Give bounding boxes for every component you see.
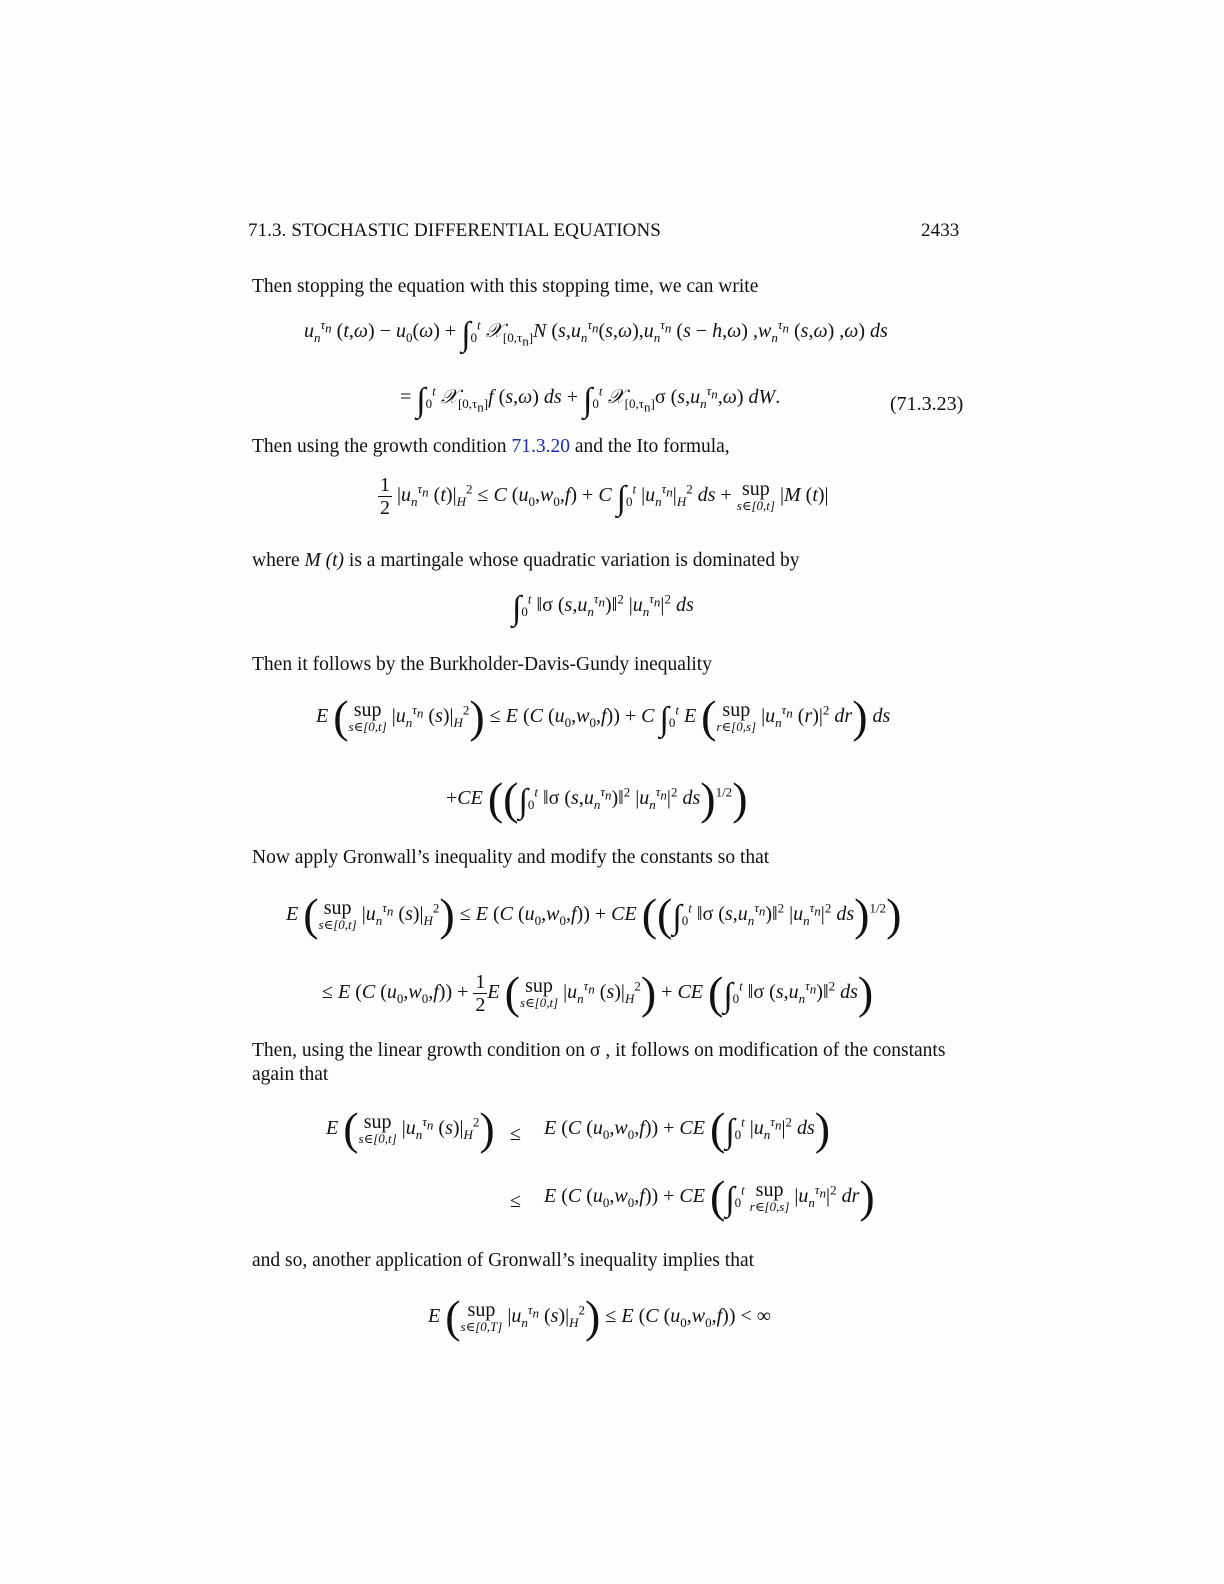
equation-linear-growth-rhs1: E (C $(u_0,w_0,f)$) + CE ($\int_0^t$ $|u_n^{\tau_n}|^2$ ds) bbox=[544, 1103, 831, 1154]
paragraph-martingale: where M (t) is a martingale whose quadratic variation is dominated by bbox=[252, 550, 800, 571]
page-number: 2433 bbox=[921, 220, 960, 241]
paragraph-bdg: Then it follows by the Burkholder-Davis-Gundy inequality bbox=[252, 654, 712, 675]
equation-linear-growth-line1: E ( sup s∈[0,t] $|u_n^{\tau_n}$ $(s)|_H^2$) bbox=[326, 1103, 495, 1154]
equation-linear-growth-rhs2: E (C $(u_0,w_0,f)$) + CE ($\int_0^t$ sup r∈[0,s] $|u_n^{\tau_n}|^2$ dr) bbox=[544, 1171, 875, 1222]
equation-ito: $\frac{1}{2}$ $|u_n^{\tau_n}$ $(t)|_H^2 \le C$ $(u_0,w_0,f) + C$ $\int_0^t$ $|u_n^{\tau_n}|_H^2$ ds + sup s∈[0,t] |M (t)| bbox=[380, 474, 829, 519]
running-header: 71.3. STOCHASTIC DIFFERENTIAL EQUATIONS bbox=[248, 220, 661, 241]
equation-reference-link[interactable]: 71.3.20 bbox=[511, 436, 570, 457]
equation-bdg-line1: E ( sup s∈[0,t] $|u_n^{\tau_n}$ $(s)|_H^2) \le E$ (C $(u_0,w_0,f)) + C$ $\int_0^t$ E ( sup r∈[0,s] $|u_n^{\tau_n}$ $(r)|^2$ dr) ds bbox=[316, 691, 891, 742]
relation-le-2: ≤ bbox=[510, 1190, 521, 1212]
equation-final-bound: E ( sup s∈[0,T] $|u_n^{\tau_n}$ $(s)|_H^2) \le E$ (C $(u_0,w_0,f)$) < ∞ bbox=[428, 1291, 772, 1342]
paragraph-gronwall: Now apply Gronwall’s inequality and modify the constants so that bbox=[252, 847, 770, 868]
paragraph-linear-growth-2: again that bbox=[252, 1064, 329, 1085]
paragraph-stopping: Then stopping the equation with this stopping time, we can write bbox=[252, 276, 759, 297]
relation-le-1: ≤ bbox=[510, 1123, 521, 1145]
paragraph-conclusion: and so, another application of Gronwall’s inequality implies that bbox=[252, 1250, 755, 1271]
equation-stopped-line2: = $\int_0^t$ 𝒳$_{[0,\tau_n]}$f (s,ω) ds + $\int_0^t$ 𝒳$_{[0,\tau_n]}$σ $(s,u_n^{\tau_n},\omega)$ dW. bbox=[400, 382, 781, 419]
paragraph-linear-growth-1: Then, using the linear growth condition on σ , it follows on modification of the constants bbox=[252, 1040, 946, 1061]
equation-gronwall-line1: E ( sup s∈[0,t] $|u_n^{\tau_n}$ $(s)|_H^2) \le E$ (C $(u_0,w_0,f)$) + CE (($\int_0^t$ ‖σ $(s,u_n^{\tau_n})‖^2$ $|u_n^{\tau_n}|^2$ ds)$^{1/2}$) bbox=[286, 889, 902, 940]
paragraph-growth: Then using the growth condition 71.3.20 and the Ito formula, bbox=[252, 436, 730, 457]
equation-quadratic-variation: $\int_0^t$ ‖σ $(s,u_n^{\tau_n})‖^2$ $|u_n^{\tau_n}|^2$ ds bbox=[512, 590, 694, 627]
equation-number: (71.3.23) bbox=[890, 393, 964, 415]
equation-gronwall-line2: ≤ E (C $(u_0,w_0,f)$) + $\frac{1}{2}$ E ( sup s∈[0,t] $|u_n^{\tau_n}$ $(s)|_H^2$) + CE ($\int_0^t$ ‖σ $(s,u_n^{\tau_n})‖^2$ ds) bbox=[322, 967, 874, 1018]
equation-stopped-line1: $u_n^{\tau_n}$ $(t,\omega) - u_0(\omega) + \int_0^t$ 𝒳$_{[0,\tau_n]}$N ($s,u_n^{\tau_n}(s,\omega),u_n^{\tau_n}$ (s − h,ω) $,w_n^{\tau_n}$ (s,ω) ,ω) ds bbox=[304, 316, 888, 353]
equation-bdg-line2: +CE (($\int_0^t$ ‖σ $(s,u_n^{\tau_n})‖^2$ $|u_n^{\tau_n}|^2$ ds)$^{1/2}$) bbox=[446, 773, 748, 824]
